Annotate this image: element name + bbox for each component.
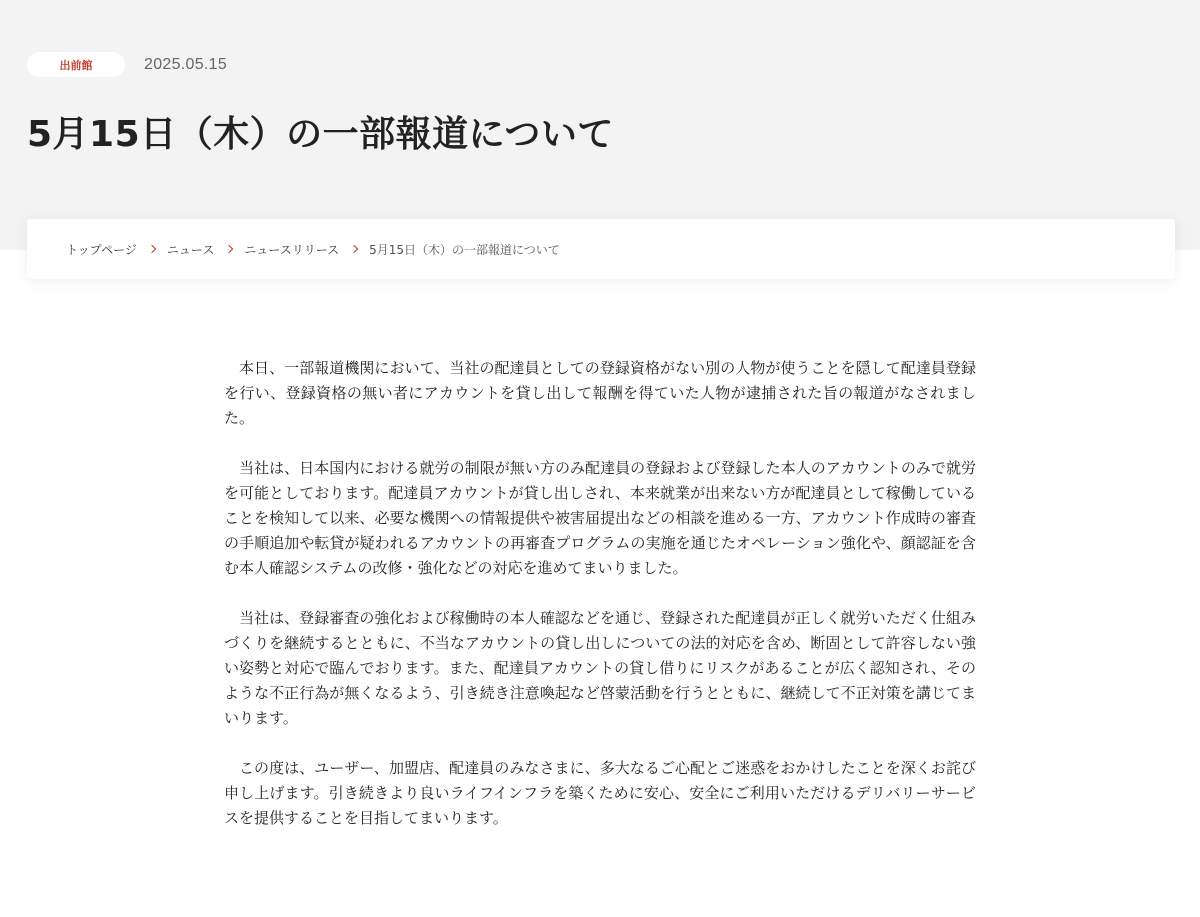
post-meta xyxy=(27,52,227,77)
chevron-right-icon xyxy=(225,245,233,253)
chevron-right-icon xyxy=(350,245,358,253)
article-paragraph: 本日、一部報道機関において、当社の配達員としての登録資格がない別の人物が使うことを隠して配達員登録を行い、登録資格の無い者にアカウントを貸し出して報酬を得ていた人物が逮捕された旨の報道がなされました。 xyxy=(224,359,976,427)
article-paragraph: 当社は、登録審査の強化および稼働時の本人確認などを通じ、登録された配達員が正しく就労いただく仕組みづくりを継続するとともに、不当なアカウントの貸し出しについての法的対応を含め、断固として許容しない強い姿勢と対応で臨んでおります。また、配達員アカウントの貸し借りにリスクがあることが広く認知され、そのような不正行為が無くなるよう、引き続き注意喚起など啓蒙活動を行うとともに、継続して不正対策を講じてまいります。 xyxy=(224,609,976,727)
breadcrumb-news-release[interactable]: ニュースリリース xyxy=(244,242,340,257)
breadcrumb-current: 5月15日（木）の一部報道について xyxy=(369,242,560,257)
page-title: 5月15日（木）の一部報道について xyxy=(27,114,614,155)
page-header xyxy=(0,0,1200,250)
breadcrumb-top[interactable]: トップページ xyxy=(66,242,137,257)
article-paragraph: 当社は、日本国内における就労の制限が無い方のみ配達員の登録および登録した本人のアカウントのみで就労を可能としております。配達員アカウントが貸し出しされ、本来就業が出来ない方が配達員として稼働していることを検知して以来、必要な機関への情報提供や被害届提出などの相談を進める一方、アカウント作成時の審査の手順追加や転貸が疑われるアカウントの再審査プログラムの実施を通じたオペレーション強化や、顔認証を含む本人確認システムの改修・強化などの対応を進めてまいりました。 xyxy=(224,459,976,577)
breadcrumb-news[interactable]: ニュース xyxy=(166,242,215,257)
article-paragraph: この度は、ユーザー、加盟店、配達員のみなさまに、多大なるご心配とご迷惑をおかけしたことを深くお詫び申し上げます。引き続きより良いライフインフラを築くために安心、安全にご利用いただけるデリバリーサービスを提供することを目指してまいります。 xyxy=(224,759,976,827)
post-date: 2025.05.15 xyxy=(144,55,228,73)
breadcrumb xyxy=(27,219,1175,279)
category-badge[interactable]: 出前館 xyxy=(27,52,125,77)
chevron-right-icon xyxy=(148,245,156,253)
article-body xyxy=(224,356,976,856)
